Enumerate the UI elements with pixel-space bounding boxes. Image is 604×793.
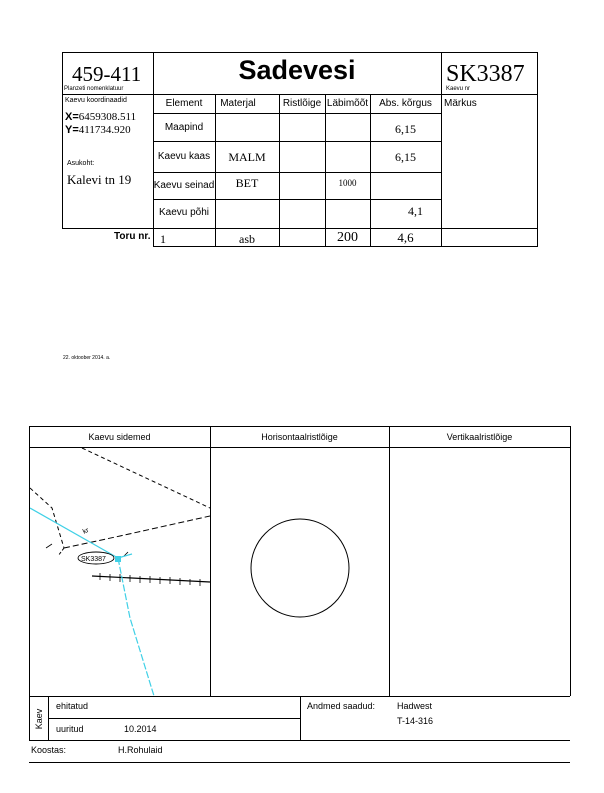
col-notes: Märkus [444,98,477,109]
compiled-value: H.Rohulaid [118,745,163,755]
page-title: Sadevesi [238,55,356,85]
horizontal-section [211,448,389,696]
coord-x [65,111,136,123]
panel-title-vertical: Vertikaalristlõige [446,432,513,442]
row-material: BET [235,176,259,190]
short-tick [46,544,52,548]
coord-y-label: Y= [65,124,79,136]
coord-y [65,124,131,136]
coords-label: Kaevu koordinaadid [65,97,127,104]
row-element: Kaevu põhi [158,207,210,218]
col-element: Element [165,98,203,109]
document-date: 22. oktoober 2014. a. [63,355,111,361]
location-label: Asukoht: [67,160,95,167]
pipe-diameter: 200 [337,230,358,245]
pipe-height: 4,6 [397,230,414,245]
nomenclature: 459-411 [72,62,142,86]
surveyed-label: uuritud [56,724,84,734]
data-ref: T-14-316 [397,716,434,726]
pipe-no: 1 [160,232,166,246]
compiled-label: Koostas: [31,745,67,755]
row-element: Kaevu kaas [157,151,211,162]
well-symbol [115,556,121,562]
panel-title-horizontal: Horisontaalristlõige [261,432,338,442]
row-height: 6,15 [395,122,416,136]
row-element: Kaevu seinad [153,180,215,191]
pipe-line [30,508,118,558]
row-height: 6,15 [395,150,416,164]
data-from-label: Andmed saadud: [307,701,376,711]
col-height: Abs. kõrgus [379,98,432,109]
col-material: Materjal [220,98,256,109]
data-from-value: Hadwest [397,701,433,711]
pipe-label: Toru nr. [114,231,151,242]
nomenclature-label: Planzeti nomenklatuur [64,86,124,92]
coord-y-value: 411734.920 [78,124,131,136]
kr-label: kr [81,526,91,536]
row-element: Maapind [164,122,204,133]
well-cross-section-circle [251,519,349,617]
row-material: MALM [228,150,266,164]
connections-map [30,448,210,696]
pipe-material: asb [239,232,255,246]
well-map-label: SK3387 [81,556,106,563]
location-value: Kalevi tn 19 [67,172,132,187]
boundary-line [58,548,64,556]
coord-x-value: 6459308.511 [78,111,137,123]
row-height: 4,1 [408,204,423,218]
well-number: SK3387 [446,61,525,87]
row-diameter: 1000 [338,178,357,188]
boundary-line [82,448,210,508]
well-number-label: Kaevu nr [446,86,471,92]
coord-x-label: X= [65,111,79,123]
marked-label: ehitatud [56,701,89,711]
footer-side-label: Kaev [34,708,44,730]
col-cross: Ristlõige [282,98,322,109]
surveyed-date: 10.2014 [124,724,157,734]
col-diameter: Läbimõõt [326,98,369,109]
panel-title-connections: Kaevu sidemed [88,432,151,442]
